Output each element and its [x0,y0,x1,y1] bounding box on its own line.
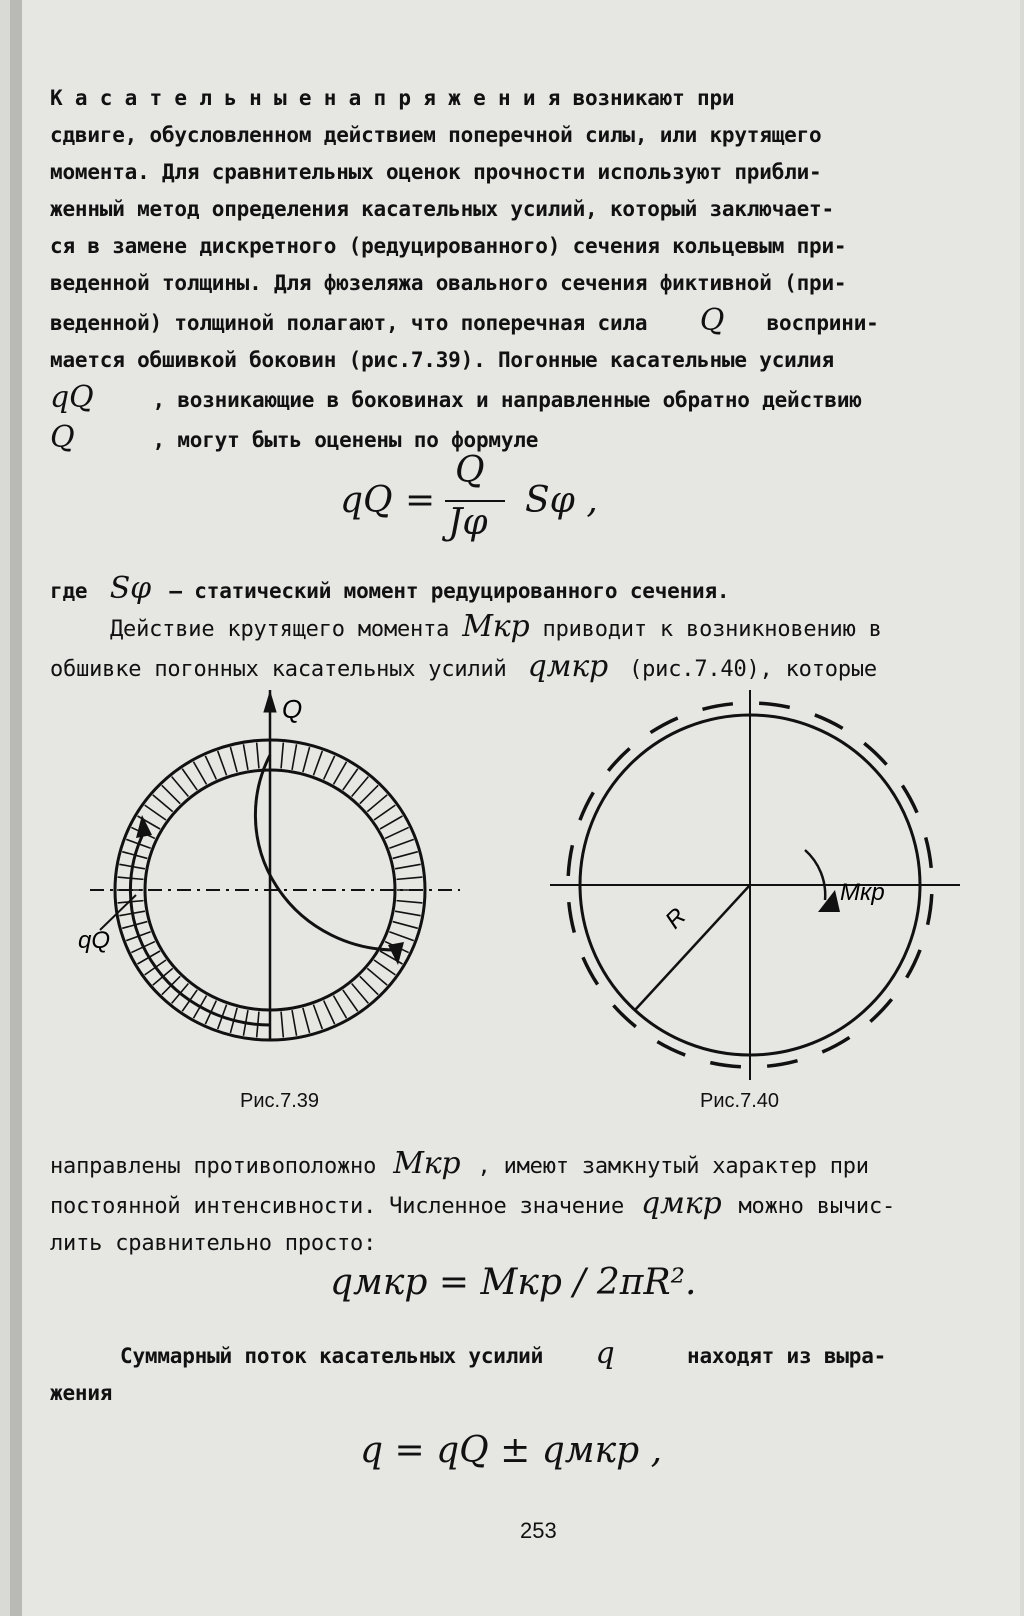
radius-line [635,885,750,1010]
text-line: жения [50,1381,113,1405]
hatch-stroke [360,976,378,994]
paragraph-torque-flow [50,1145,980,1262]
arrowhead-icon [136,815,152,838]
text-line [50,1185,980,1225]
formula-equals: = [405,480,436,521]
symbol-Mkr: Mкр [393,1146,461,1181]
text-line: мается обшивкой боковин (рис.7.39). Погонные касательные усилия [50,348,834,372]
hatch-stroke [397,901,423,903]
formula-numerator: Q [455,450,485,491]
hatch-stroke [205,756,216,780]
hatch-stroke [145,805,166,820]
symbol-Mkr: Mкр [462,609,530,644]
shear-dash [583,957,598,984]
text-line [50,1335,980,1375]
hatch-stroke [367,968,387,985]
hatch-stroke [153,795,173,812]
text-line: сдвиге, обусловленном действием поперечной силы, или крутящего [50,123,822,147]
symbol-qQ: qQ [50,380,94,415]
shear-dash [580,792,593,820]
shear-dash [767,1061,797,1067]
text-line [50,302,980,342]
hatch-stroke [352,777,369,797]
hatch-stroke [334,996,347,1019]
symbol-q-mkr: qмкр [641,1186,722,1221]
hatch-stroke [281,743,283,769]
shear-dash [907,950,920,978]
text-line: женный метод определения касательных усилий, который заключает- [50,197,834,221]
text-span: веденной) толщиной полагают, что поперечная сила [50,311,648,335]
page-spine-shadow [10,0,22,1616]
text-span: , возникающие в боковинах и направленные обратно действию [152,388,862,412]
shear-dash [702,704,732,710]
text-line [50,608,980,648]
label-R: R [660,902,692,935]
hatch-stroke [303,747,310,772]
hatch-stroke [182,769,197,790]
arrow-Q-icon [264,692,276,712]
text-line [50,1145,980,1185]
text-line: К а с а т е л ь н ы е н а п р я ж е н и я возникают при [50,86,735,110]
hatch-stroke [343,769,358,790]
shear-dash [759,703,790,707]
hatch-stroke [218,751,227,775]
label-qQ: qQ [78,927,111,954]
hatch-stroke [313,751,322,775]
shear-dash [569,902,575,932]
hatch-stroke [243,744,248,770]
text-span: постоянной интенсивности. Численное значение [50,1194,624,1219]
figure-7-40 [550,690,990,1090]
where-word: где [50,579,88,603]
hatch-stroke [334,762,347,785]
figure-caption-7-39: Рис.7.39 [240,1090,319,1112]
shear-dash [657,1042,685,1055]
text-line: веденной толщины. Для фюзеляжа овального сечения фиктивной (при- [50,271,847,295]
hatch-stroke [367,795,387,812]
hatch-stroke [374,960,395,975]
figure-caption-7-40: Рис.7.40 [700,1090,779,1112]
shear-dash [568,845,572,876]
hatch-stroke [352,983,369,1003]
arrowhead-icon [388,942,404,965]
hatch-stroke [292,1010,297,1036]
text-line: момента. Для сравнительных оценок прочности используют прибли- [50,160,822,184]
hatch-stroke [389,839,413,848]
text-span: находят из выра- [687,1344,887,1368]
shear-dash [815,715,843,728]
page-number: 253 [520,1518,557,1543]
formula-qQ [340,450,670,550]
hatch-stroke [343,990,358,1011]
shear-dash [822,1037,849,1052]
hatch-stroke [395,864,421,869]
hatch-stroke [281,1012,283,1038]
formula-rhs: Sφ , [525,480,598,521]
figure-7-39 [70,690,510,1070]
hatch-stroke [397,877,423,879]
hatch-stroke [374,805,395,820]
arrowhead-icon [818,890,840,912]
text-span: Суммарный поток касательных усилий [120,1344,544,1368]
hatch-stroke [313,1005,322,1029]
scanned-page [10,0,1020,1616]
hatch-stroke [393,922,418,929]
torque-arrow [805,850,825,900]
text-line: лить сравнительно просто: [50,1231,377,1256]
shear-flow-arrow-right [255,755,395,950]
paragraph-torque [50,608,980,688]
text-span: можно вычис- [738,1194,896,1219]
hatch-stroke [395,911,421,916]
label-Mkr: Mкр [840,879,885,906]
hatch-stroke [292,744,297,770]
shear-dash [928,894,932,925]
formula-denominator: Jφ [448,502,488,543]
formula-lhs: qQ [340,480,393,521]
hatch-stroke [360,785,378,803]
symbol-q-mkr: qмкр [527,649,609,684]
text-span: направлены противоположно [50,1154,377,1179]
text-span: Действие крутящего момента [110,617,450,642]
text-line [50,648,980,688]
definition-line [50,570,980,610]
text-line: ся в замене дискретного (редуцированного) сечения кольцевым при- [50,234,847,258]
symbol-S-phi: Sφ [109,571,151,606]
text-span: обшивке погонных касательных усилий [50,657,507,682]
shear-dash [902,786,917,813]
text-span: , могут быть оценены по формуле [152,428,539,452]
shear-dash [926,837,932,867]
text-span: приводит к возникновению в [542,617,882,642]
label-Q: Q [282,694,303,724]
hatch-stroke [303,1008,310,1033]
text-line [50,379,980,419]
hatch-stroke [230,747,237,772]
symbol-Q: Q [50,420,75,455]
hatch-stroke [385,827,409,838]
definition-text: – статический момент редуцированного сечения. [169,579,730,603]
hatch-stroke [257,743,259,769]
formula-q-total: q = qQ ± qмкр , [360,1430,663,1471]
text-span: (рис.7.40), которые [629,657,877,682]
symbol-q: q [595,1336,615,1371]
hatch-stroke [324,756,335,780]
shear-dash [710,1063,741,1067]
formula-q-mkr: qмкр = Mкр / 2πR². [330,1262,697,1303]
paragraph-total-flow [50,1335,980,1412]
hatch-stroke [162,785,180,803]
hatch-stroke [393,852,418,859]
hatch-stroke [194,762,207,785]
text-span: восприни- [766,311,879,335]
hatch-stroke [324,1001,335,1025]
hatch-stroke [172,777,189,797]
text-span: , имеют замкнутый характер при [477,1154,869,1179]
symbol-Q: Q [699,303,725,338]
shear-dash [651,718,678,733]
hatch-stroke [380,816,403,829]
hatch-stroke [389,932,413,941]
paragraph-shear-stress [50,80,980,459]
